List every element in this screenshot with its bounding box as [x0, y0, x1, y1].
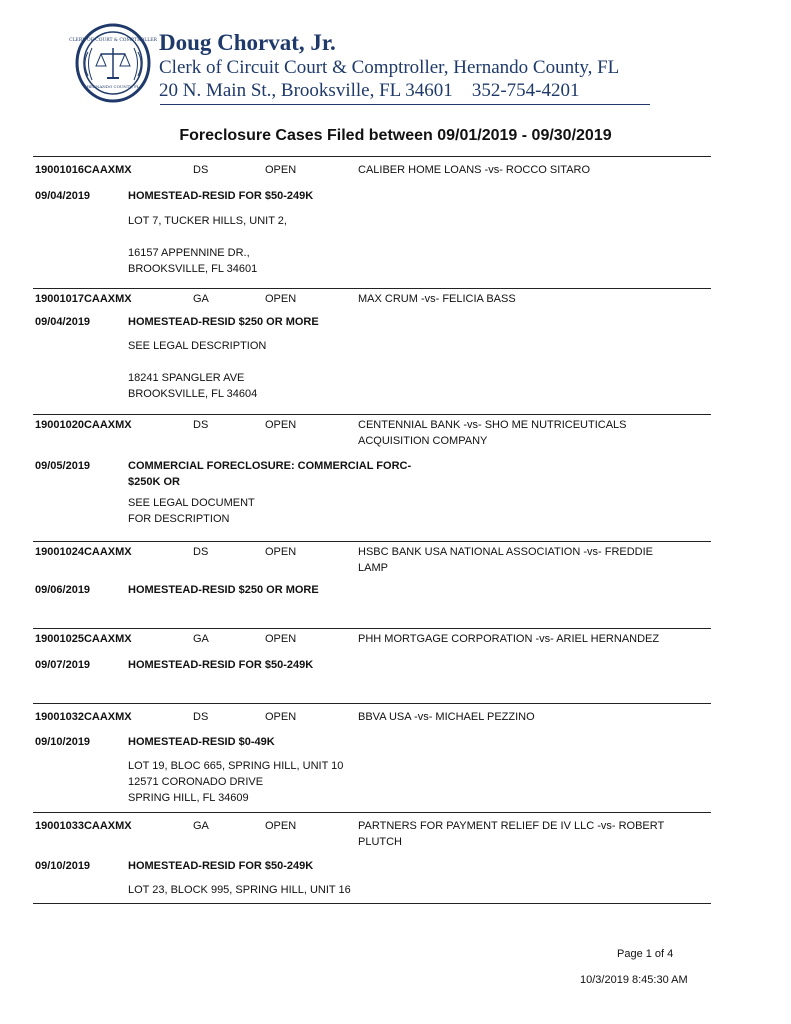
case-detail: 12571 CORONADO DRIVE — [128, 776, 264, 788]
case-type: HOMESTEAD-RESID $0-49K — [128, 736, 275, 748]
case-status: OPEN — [265, 711, 297, 723]
case-detail: 18241 SPANGLER AVE — [128, 372, 245, 384]
case-detail: LOT 7, TUCKER HILLS, UNIT 2, — [128, 215, 287, 227]
case-detail: 16157 APPENNINE DR., — [128, 247, 250, 259]
seal-text-top: CLERK OF COURT & COMPTROLLER — [69, 38, 157, 43]
case-detail: SEE LEGAL DOCUMENT — [128, 497, 255, 509]
row-separator — [33, 628, 711, 629]
case-filed-date: 09/10/2019 — [35, 860, 91, 872]
row-separator — [33, 156, 711, 157]
header-rule — [160, 104, 650, 105]
case-code: GA — [193, 293, 209, 305]
case-code: GA — [193, 820, 209, 832]
print-timestamp: 10/3/2019 8:45:30 AM — [580, 974, 688, 986]
case-filed-date: 09/10/2019 — [35, 736, 91, 748]
case-detail: SPRING HILL, FL 34609 — [128, 792, 249, 804]
row-separator — [33, 541, 711, 542]
page-number: Page 1 of 4 — [617, 948, 674, 960]
case-number: 19001025CAAXMX — [35, 633, 132, 645]
case-detail: BROOKSVILLE, FL 34604 — [128, 388, 258, 400]
row-separator — [33, 288, 711, 289]
clerk-header — [69, 22, 674, 112]
case-code: DS — [193, 164, 209, 176]
case-type: HOMESTEAD-RESID $250 OR MORE — [128, 584, 319, 596]
clerk-contact — [159, 79, 619, 102]
row-separator — [33, 703, 711, 704]
case-type: $250K OR — [128, 476, 180, 488]
case-number: 19001032CAAXMX — [35, 711, 132, 723]
case-parties: LAMP — [358, 562, 388, 574]
case-type: HOMESTEAD-RESID FOR $50-249K — [128, 659, 314, 671]
seal-text-bottom: HERNANDO COUNTY, FL — [86, 84, 140, 89]
case-type: HOMESTEAD-RESID $250 OR MORE — [128, 316, 319, 328]
row-separator — [33, 812, 711, 813]
case-detail: SEE LEGAL DESCRIPTION — [128, 340, 267, 352]
clerk-name: Doug Chorvat, Jr. — [159, 30, 336, 55]
case-code: DS — [193, 546, 209, 558]
case-code: DS — [193, 419, 209, 431]
case-parties: PARTNERS FOR PAYMENT RELIEF DE IV LLC -vs- ROBERT — [358, 820, 665, 832]
case-status: OPEN — [265, 293, 297, 305]
case-detail: FOR DESCRIPTION — [128, 513, 230, 525]
case-number: 19001017CAAXMX — [35, 293, 132, 305]
clerk-address: 20 N. Main St., Brooksville, FL 34601 — [159, 80, 453, 101]
case-parties: HSBC BANK USA NATIONAL ASSOCIATION -vs- FREDDIE — [358, 546, 654, 558]
case-status: OPEN — [265, 419, 297, 431]
row-separator — [33, 903, 711, 904]
case-status: OPEN — [265, 546, 297, 558]
case-type: HOMESTEAD-RESID FOR $50-249K — [128, 860, 314, 872]
case-detail: BROOKSVILLE, FL 34601 — [128, 263, 258, 275]
case-filed-date: 09/04/2019 — [35, 316, 91, 328]
report-title: Foreclosure Cases Filed between 09/01/2019 - 09/30/2019 — [179, 127, 612, 144]
clerk-phone: 352-754-4201 — [471, 80, 580, 101]
case-number: 19001033CAAXMX — [35, 820, 132, 832]
case-parties: PLUTCH — [358, 836, 403, 848]
case-filed-date: 09/07/2019 — [35, 659, 91, 671]
case-number: 19001016CAAXMX — [35, 164, 132, 176]
case-parties: MAX CRUM -vs- FELICIA BASS — [358, 293, 516, 305]
case-code: DS — [193, 711, 209, 723]
clerk-office: Clerk of Circuit Court & Comptroller, Hernando County, FL — [159, 57, 620, 78]
case-filed-date: 09/06/2019 — [35, 584, 91, 596]
case-parties: CENTENNIAL BANK -vs- SHO ME NUTRICEUTICALS — [358, 419, 627, 431]
case-filed-date: 09/05/2019 — [35, 460, 91, 472]
case-parties: PHH MORTGAGE CORPORATION -vs- ARIEL HERNANDEZ — [358, 633, 660, 645]
case-parties: BBVA USA -vs- MICHAEL PEZZINO — [358, 711, 535, 723]
case-parties: ACQUISITION COMPANY — [358, 435, 488, 447]
case-type: COMMERCIAL FORECLOSURE: COMMERCIAL FORC- — [128, 460, 412, 472]
case-parties: CALIBER HOME LOANS -vs- ROCCO SITARO — [358, 164, 591, 176]
county-seal-icon — [69, 22, 157, 104]
case-filed-date: 09/04/2019 — [35, 190, 91, 202]
row-separator — [33, 414, 711, 415]
case-detail: LOT 19, BLOC 665, SPRING HILL, UNIT 10 — [128, 760, 344, 772]
case-detail: LOT 23, BLOCK 995, SPRING HILL, UNIT 16 — [128, 884, 351, 896]
case-type: HOMESTEAD-RESID FOR $50-249K — [128, 190, 314, 202]
case-status: OPEN — [265, 633, 297, 645]
case-number: 19001020CAAXMX — [35, 419, 132, 431]
case-number: 19001024CAAXMX — [35, 546, 132, 558]
case-status: OPEN — [265, 164, 297, 176]
case-code: GA — [193, 633, 209, 645]
case-status: OPEN — [265, 820, 297, 832]
